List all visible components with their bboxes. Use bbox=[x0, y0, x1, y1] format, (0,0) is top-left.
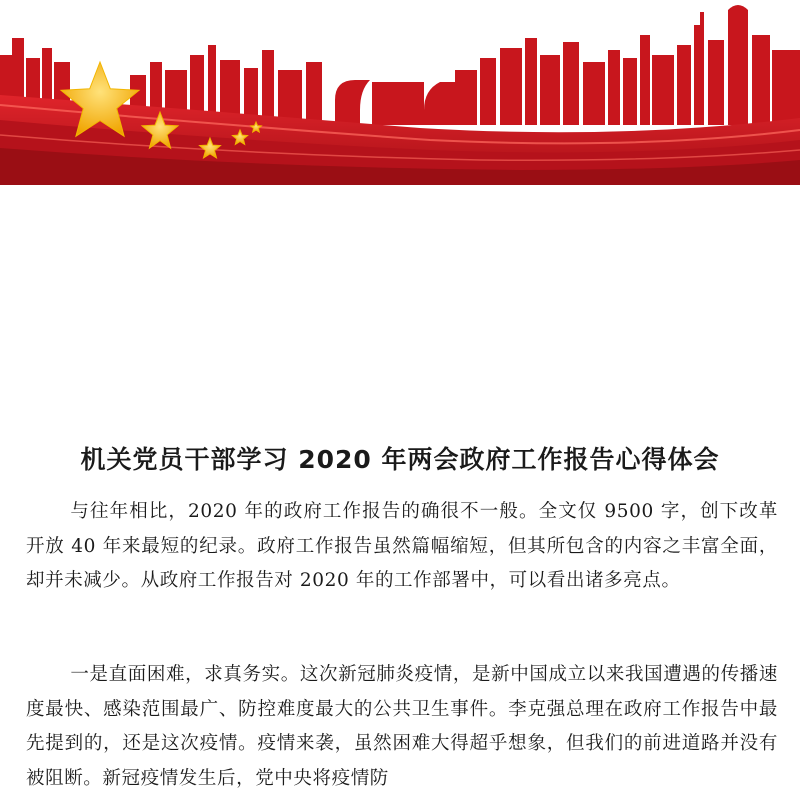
paragraph: 一是直面困难，求真务实。这次新冠肺炎疫情，是新中国成立以来我国遭遇的传播速度最快、感染范围最广、防控难度最大的公共卫生事件。李克强总理在政府工作报告中最先提到的，还是这次疫情。疫情来袭，虽然困难大得超乎想象，但我们的前进道路并没有被阻断。新冠疫情发生后，党中央将疫情防 bbox=[26, 664, 778, 789]
paragraph: 与往年相比，2020 年的政府工作报告的确很不一般。全文仅 9500 字，创下改革开放 40 年来最短的纪录。政府工作报告虽然篇幅缩短，但其所包含的内容之丰富全面，却并未减少。从政府工作报告对 2020 年的工作部署中，可以看出诸多亮点。 bbox=[26, 501, 778, 592]
header-banner bbox=[0, 0, 800, 185]
document-title: 机关党员干部学习 2020 年两会政府工作报告心得体会 bbox=[80, 445, 720, 474]
